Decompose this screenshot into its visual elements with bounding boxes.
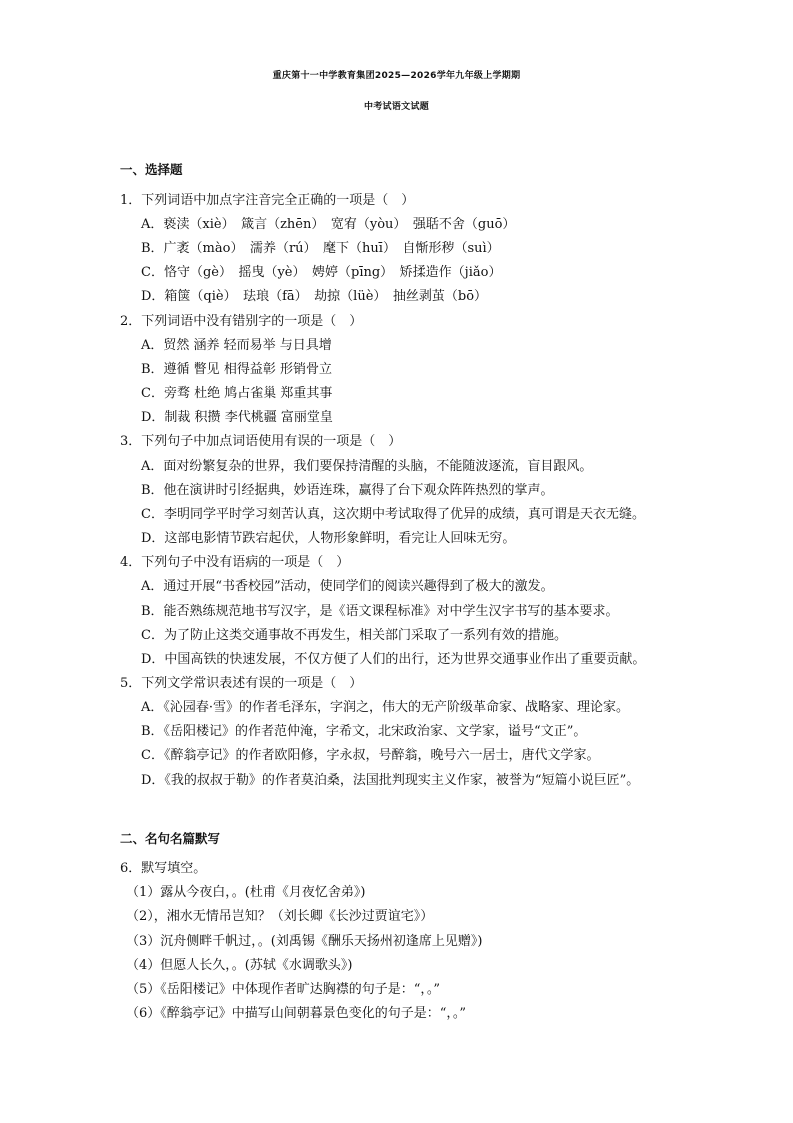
question-3-option-c: C．李明同学平时学习刻苦认真，这次期中考试取得了优异的成绩，真可谓是天衣无缝。 <box>141 507 645 522</box>
question-5-option-c: C．《醉翁亭记》的作者欧阳修，字永叔，号醉翁，晚号六一居士，唐代文学家。 <box>141 748 600 763</box>
question-1-option-c: C．恪守（gè） 摇曳（yè） 娉婷（pīng） 矫揉造作（jiǎo） <box>141 265 502 280</box>
question-6-stem: 6．默写填空。 <box>120 861 207 876</box>
section-heading-recitation: 二、名句名篇默写 <box>120 831 221 846</box>
question-6-item-6: （6）《醉翁亭记》中描写山间朝暮景色变化的句子是：“，。” <box>126 1006 467 1021</box>
question-5-option-d: D．《我的叔叔于勒》的作者莫泊桑，法国批判现实主义作家，被誉为“短篇小说巨匠”。 <box>141 773 640 788</box>
question-4-option-c: C．为了防止这类交通事故不再发生，相关部门采取了一系列有效的措施。 <box>141 628 567 643</box>
question-2-option-d: D．制裁 积攒 李代桃疆 富丽堂皇 <box>141 410 333 425</box>
question-6-item-5: （5）《岳阳楼记》中体现作者旷达胸襟的句子是：“，。” <box>126 982 441 997</box>
question-3-option-d: D．这部电影情节跌宕起伏，人物形象鲜明，看完让人回味无穷。 <box>141 531 516 546</box>
question-6-item-2: （2），湘水无情吊岂知？（刘长卿《长沙过贾谊宅》） <box>126 909 434 924</box>
question-2-option-a: A．贸然 涵养 轻而易举 与日具增 <box>141 338 332 353</box>
question-2-option-b: B．遵循 瞥见 相得益彰 形销骨立 <box>141 362 332 377</box>
question-5-option-a: A．《沁园春·雪》的作者毛泽东，字润之，伟大的无产阶级革命家、战略家、理论家。 <box>141 700 630 715</box>
question-1-option-b: B．广袤（mào） 濡养（rú） 麾下（huī） 自惭形秽（suì） <box>141 241 500 256</box>
exam-title-line-2: 中考试语文试题 <box>363 102 430 112</box>
question-4-option-b: B．能否熟练规范地书写汉字，是《语文课程标准》对中学生汉字书写的基本要求。 <box>141 604 619 619</box>
question-3-stem: 3．下列句子中加点词语使用有误的一项是（ ） <box>120 434 402 449</box>
question-3-option-a: A．面对纷繁复杂的世界，我们要保持清醒的头脑，不能随波逐流，盲目跟风。 <box>141 459 593 474</box>
question-5-stem: 5．下列文学常识表述有误的一项是（ ） <box>120 676 363 691</box>
question-1-option-a: A．亵渎（xiè） 箴言（zhēn） 宽宥（yòu） 强聒不舍（guō） <box>141 217 516 232</box>
question-6-item-3: （3）沉舟侧畔千帆过，。(刘禹锡《酬乐天扬州初逢席上见赠》) <box>126 934 483 949</box>
question-4-stem: 4．下列句子中没有语病的一项是（ ） <box>120 555 350 570</box>
section-heading-choice: 一、选择题 <box>120 162 183 177</box>
question-2-stem: 2．下列词语中没有错别字的一项是（ ） <box>120 314 363 329</box>
question-4-option-a: A．通过开展“书香校园”活动，使同学们的阅读兴趣得到了极大的激发。 <box>141 579 554 594</box>
question-2-option-c: C．旁骛 杜绝 鸠占雀巢 郑重其事 <box>141 386 333 401</box>
question-6-item-1: （1）露从今夜白，。(杜甫《月夜忆舍弟》) <box>126 885 366 900</box>
question-1-option-d: D．箱箧（qiè） 珐琅（fā） 劫掠（lüè） 抽丝剥茧（bō） <box>141 289 488 304</box>
question-5-option-b: B．《岳阳楼记》的作者范仲淹，字希文，北宋政治家、文学家，谥号“文正”。 <box>141 724 587 739</box>
question-4-option-d: D．中国高铁的快速发展，不仅方便了人们的出行，还为世界交通事业作出了重要贡献。 <box>141 652 646 667</box>
question-1-stem: 1．下列词语中加点字注音完全正确的一项是（ ） <box>120 193 415 208</box>
exam-title-line-1: 重庆第十一中学教育集团2025—2026学年九年级上学期期 <box>272 71 521 81</box>
question-3-option-b: B．他在演讲时引经据典，妙语连珠，赢得了台下观众阵阵热烈的掌声。 <box>141 483 554 498</box>
question-6-item-4: （4）但愿人长久，。(苏轼《水调歌头》) <box>126 958 353 973</box>
